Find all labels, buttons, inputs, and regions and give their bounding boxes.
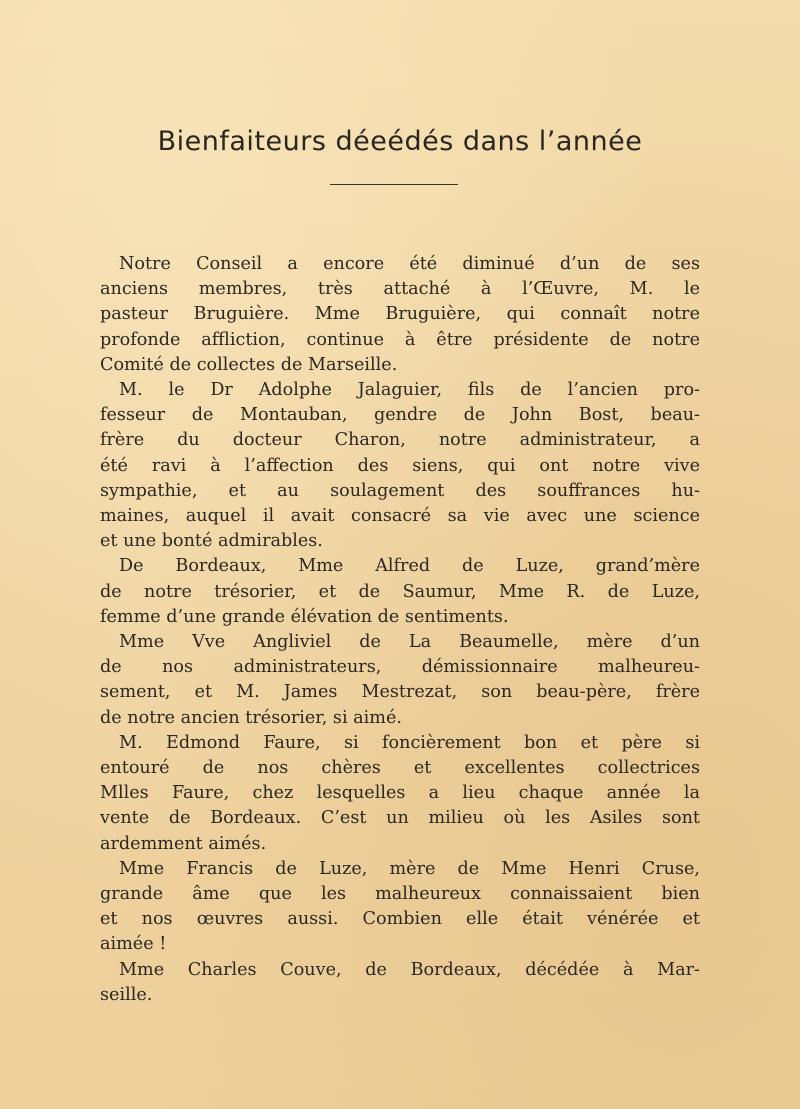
text-line: M. Edmond Faure, si foncièrement bon et père si	[119, 732, 700, 753]
text-line: anciens membres, très attaché à l’Œuvre, M. le	[100, 279, 700, 300]
text-line: M. le Dr Adolphe Jalaguier, fils de l’ancien pro-	[119, 380, 700, 401]
text-line: vente de Bordeaux. C’est un milieu où les Asiles sont	[100, 808, 700, 829]
text-line: De Bordeaux, Mme Alfred de Luze, grand’mère	[119, 556, 700, 577]
text-line: pasteur Bruguière. Mme Bruguière, qui connaît notre	[100, 304, 700, 325]
text-line: Mme Vve Angliviel de La Beaumelle, mère d’un	[119, 632, 700, 653]
text-line: Comité de collectes de Marseille.	[100, 354, 398, 375]
text-line: Notre Conseil a encore été diminué d’un de ses	[119, 254, 700, 274]
body-text	[100, 252, 700, 1008]
text-line: sympathie, et au soulagement des souffrances hu-	[100, 480, 700, 501]
text-line: fesseur de Montauban, gendre de John Bost, beau-	[100, 405, 700, 426]
text-line: ardemment aimés.	[100, 833, 267, 854]
text-line: grande âme que les malheureux connaissaient bien	[100, 884, 700, 905]
text-line: aimée !	[100, 934, 167, 955]
text-line: Mme Francis de Luze, mère de Mme Henri Cruse,	[119, 858, 700, 879]
text-line: et une bonté admirables.	[100, 531, 323, 552]
text-line: de nos administrateurs, démissionnaire malheureu-	[100, 657, 700, 678]
text-line: femme d’une grande élévation de sentiments.	[100, 606, 509, 627]
text-line: de notre trésorier, et de Saumur, Mme R. de Luze,	[100, 581, 700, 602]
text-line: été ravi à l’affection des siens, qui ont notre vive	[100, 455, 700, 476]
text-line: Mme Charles Couve, de Bordeaux, décédée à Mar-	[119, 959, 700, 980]
text-line: frère du docteur Charon, notre administrateur, a	[100, 430, 700, 451]
title-divider	[330, 184, 458, 185]
text-line: entouré de nos chères et excellentes collectrices	[100, 758, 700, 779]
text-line: Mlles Faure, chez lesquelles a lieu chaque année la	[100, 783, 700, 804]
text-line: et nos œuvres aussi. Combien elle était vénérée et	[100, 909, 700, 930]
text-line: sement, et M. James Mestrezat, son beau-père, frère	[100, 682, 700, 703]
text-line: maines, auquel il avait consacré sa vie avec une science	[100, 506, 700, 527]
text-line: de notre ancien trésorier, si aimé.	[100, 707, 402, 728]
page-title: Bienfaiteurs déeédés dans l’année	[157, 126, 643, 157]
text-line: seille.	[100, 984, 153, 1005]
text-line: profonde affliction, continue à être présidente de notre	[100, 329, 700, 350]
